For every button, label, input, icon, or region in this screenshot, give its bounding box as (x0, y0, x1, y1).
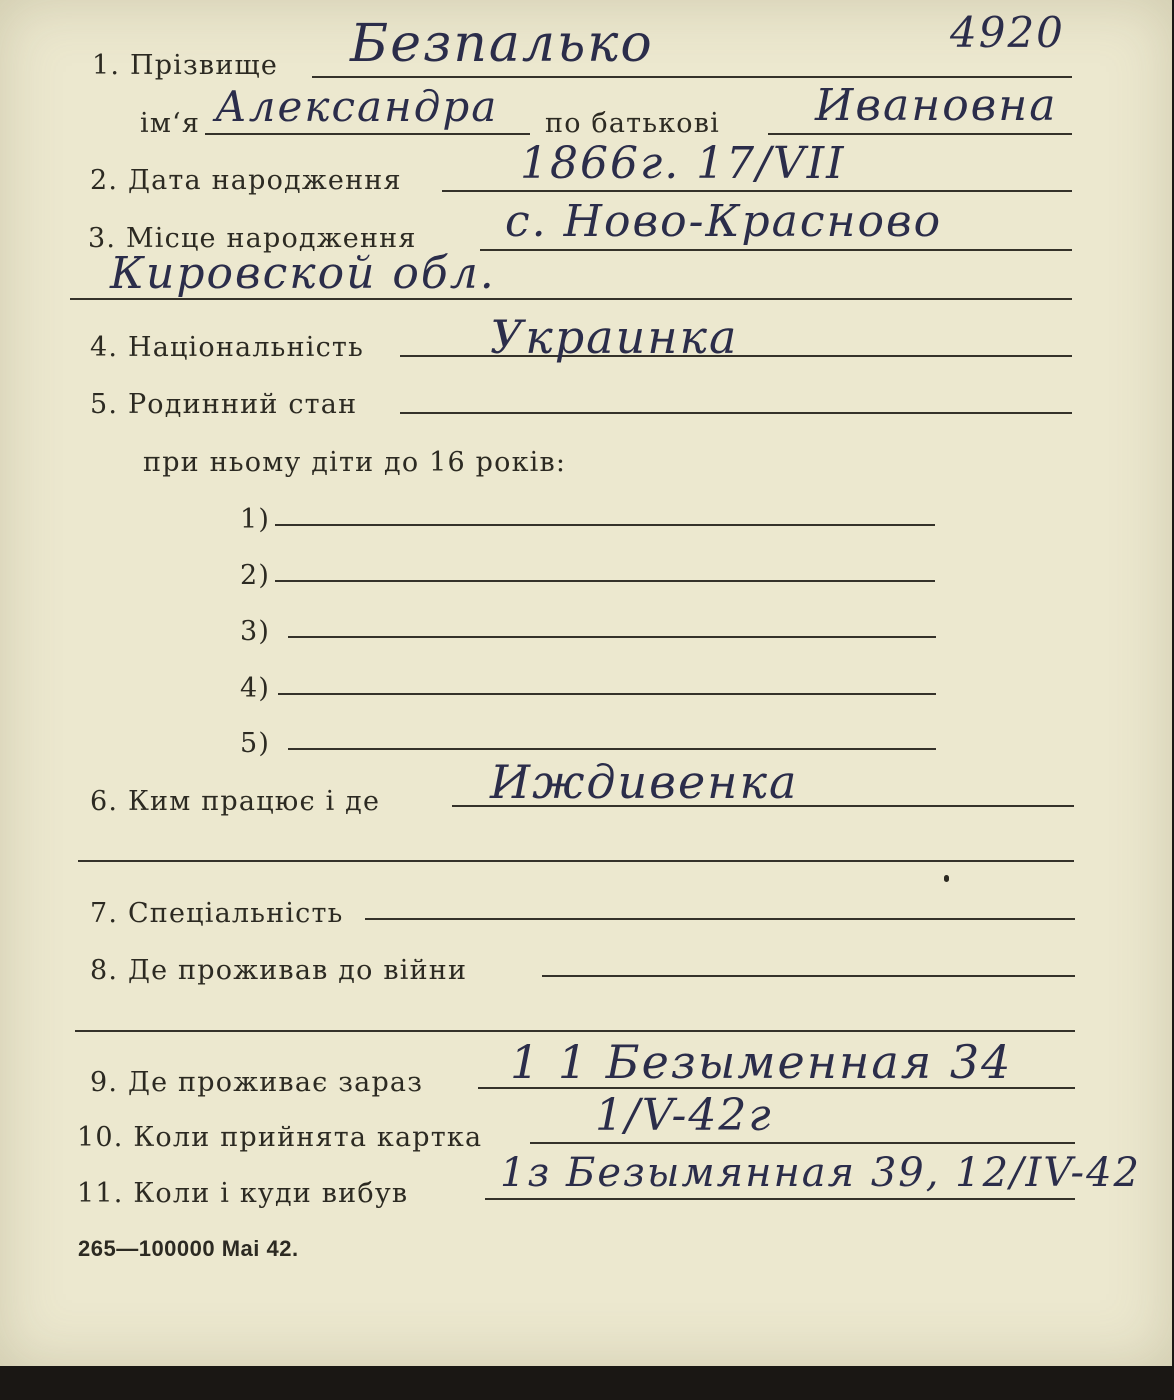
current-address-label: 9. Де проживає зараз (90, 1067, 424, 1098)
surname-value: Безпалько (350, 14, 654, 74)
name-label: ім‘я (140, 108, 201, 139)
child-3-label: 3) (240, 616, 271, 647)
ink-dot (944, 875, 949, 882)
child-1-line (275, 524, 935, 526)
print-info: 265—100000 Mai 42. (78, 1236, 299, 1261)
child-4-label: 4) (240, 673, 271, 704)
departure-line (485, 1198, 1075, 1200)
card-number: 4920 (950, 8, 1065, 57)
birth-place-value-1: с. Ново-Красново (505, 196, 943, 247)
prewar-line (542, 975, 1075, 977)
specialty-label: 7. Спеціальність (90, 898, 344, 929)
child-2-label: 2) (240, 560, 271, 591)
card-date-value: 1/V-42г (595, 1090, 773, 1141)
card-date-label: 10. Коли прийнята картка (77, 1122, 483, 1153)
work-line-2 (78, 860, 1074, 862)
patronymic-label: по батькові (545, 108, 720, 139)
marital-label: 5. Родинний стан (90, 389, 358, 420)
patronymic-line (768, 133, 1072, 135)
birth-place-line (480, 249, 1072, 251)
surname-label: 1. Прізвище (92, 50, 279, 81)
work-value: Иждивенка (490, 755, 799, 809)
child-5-line (288, 748, 936, 750)
child-4-line (278, 693, 936, 695)
prewar-label: 8. Де проживав до війни (90, 955, 468, 986)
specialty-line (365, 918, 1075, 920)
name-value: Александра (215, 82, 499, 131)
birth-date-value: 1866г. 17/VII (520, 138, 846, 189)
name-line (205, 133, 530, 135)
child-1-label: 1) (240, 504, 271, 535)
work-label: 6. Ким працює і де (90, 786, 381, 817)
patronymic-value: Ивановна (815, 80, 1058, 131)
birth-date-line (442, 190, 1072, 192)
child-3-line (288, 636, 936, 638)
birth-date-label: 2. Дата народження (90, 165, 402, 196)
departure-label: 11. Коли і куди вибув (77, 1178, 409, 1209)
nationality-label: 4. Національність (90, 332, 364, 363)
marital-line (400, 412, 1072, 414)
nationality-value: Украинка (490, 310, 739, 364)
surname-line (312, 76, 1072, 78)
children-label: при ньому діти до 16 років: (143, 447, 567, 478)
card-date-line (530, 1142, 1075, 1144)
birth-place-value-2: Кировской обл. (110, 248, 496, 299)
departure-value: 1з Безымянная 39, 12/IV-42 (500, 1150, 1141, 1196)
child-2-line (275, 580, 935, 582)
prewar-line-2 (75, 1030, 1075, 1032)
child-5-label: 5) (240, 728, 271, 759)
birth-place-label: 3. Місце народження (88, 223, 417, 254)
current-address-value: 1 1 Безыменная 34 (510, 1035, 1013, 1089)
